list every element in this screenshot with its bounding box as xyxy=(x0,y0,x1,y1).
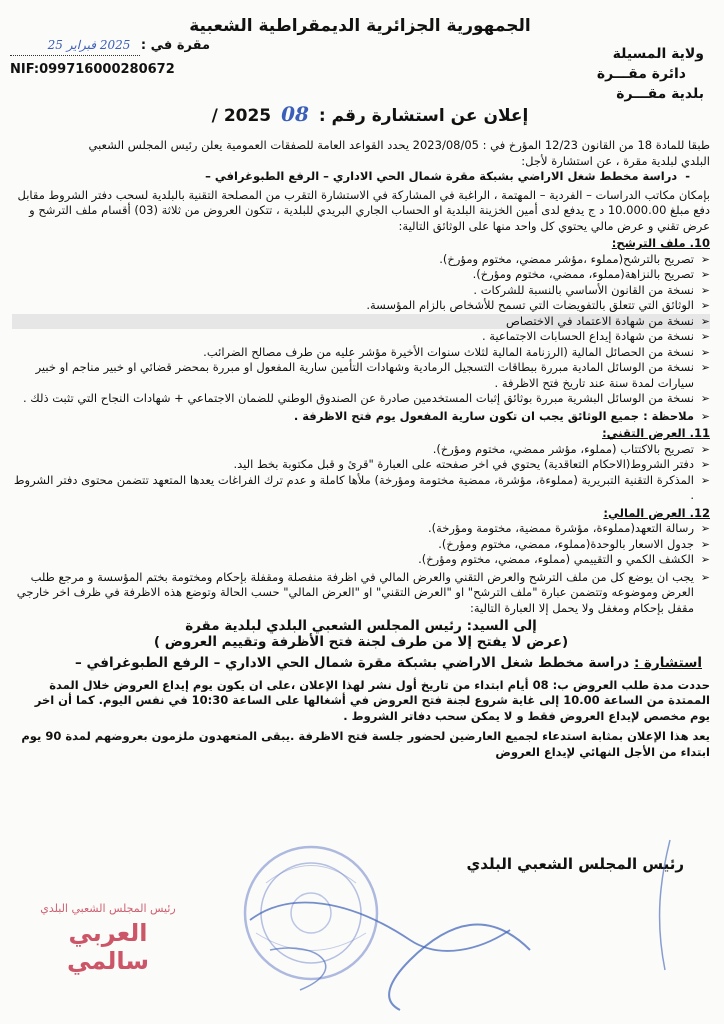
intro-line-1: طبقا للمادة 18 من القانون 12/23 المؤرخ في : 2023/08/05 يحدد القواعد العامة للصفقات العمومية يعلن رئيس المجلس الشعبي xyxy=(88,138,710,152)
object-text: دراسة مخطط شغل الاراضي بشبكة مقرة شمال الحي الاداري – الرفع الطبوغرافي – xyxy=(205,169,678,183)
daira-name: دائرة مقـــرة xyxy=(596,66,686,82)
intro-line-2: البلدي لبلدية مقرة ، عن استشارة لأجل: xyxy=(521,153,710,168)
invitation-paragraph: يعد هذا الإعلان بمثابة استدعاء لجميع العارضين لحضور جلسة فتح الاظرفة .يبقى المتعهدون ملزمون بعروضهم لمدة 90 يوم ابتداء من الأجل النهائي لإيداع العروض xyxy=(21,729,710,759)
list-item: ➢ المذكرة التقنية التبريرية (مملوءة، مؤشرة، ممضية مختومة ومؤرخة) ملأها كاملة و عدم ترك الفراغات يعدها المتعهد تتضمن محتوى دفتر الشروط . xyxy=(12,473,710,504)
list-item: ➢ تصريح بالترشح(مملوء ،مؤشر ممضي، مختوم ومؤرخ). xyxy=(12,252,710,268)
announcement-title xyxy=(180,102,560,126)
envelope-instructions: ➢ يجب ان يوضع كل من ملف الترشح والعرض التقني والعرض المالي في اظرفة منفصلة ومقفلة بإحكام ومختومة بختم المؤسسة و مرجع طلب العرض وموضوعه وتتضمن عبارة "ملف الترشح" او "العرض التقني" او "العرض المالي" حسب الحالة وتوضع هذه الاظرفة في ظرف اخر خارجي مقفل بإحكام ومغفل ولا يحمل إلا العبارة التالية: xyxy=(12,570,710,617)
announcement-number: 08 xyxy=(281,102,309,126)
republic-title: الجمهورية الجزائرية الديمقراطية الشعبية xyxy=(189,16,531,36)
list-item: ➢ دفتر الشروط(الاحكام التعاقدية) يحتوي في اخر صفحته على العبارة "قرئ و قبل مكتوبة بخط اليد. xyxy=(12,457,710,473)
list-item: ➢ نسخة من القانون الأساسي بالنسبة للشركات . xyxy=(12,283,710,299)
wilaya-name: ولاية المسيلة xyxy=(612,46,704,62)
list-item: ➢ نسخة من الوسائل المادية مبررة ببطاقات التسجيل الرمادية وشهادات التأمين سارية المفعول او مبررة بمحضر قضائي او خبير مناجم او خبير سيارات لمدة سنة عند تاريخ فتح الاظرفة . xyxy=(12,360,710,391)
financial-heading: 12. العرض المالي: xyxy=(603,505,710,520)
technical-list xyxy=(12,442,710,504)
announcement-year: 2025 / xyxy=(211,106,272,126)
stamp-name: العربي سالمي xyxy=(67,919,149,975)
list-item: ➢ جدول الاسعار بالوحدة(مملوء، ممضي، مختوم ومؤرخ). xyxy=(12,537,710,553)
consultation-subject-line xyxy=(12,656,710,672)
technical-heading: 11. العرض التقني: xyxy=(602,426,710,440)
envelope-warning: (عرض لا يفتح إلا من طرف لجنة فتح الأظرفة وتقييم العروض ) xyxy=(153,633,569,650)
list-item: ➢ تصريح بالاكتتاب (مملوء، مؤشر ممضي، مختوم ومؤرخ). xyxy=(12,442,710,458)
nif-number: NIF:099716000280672 xyxy=(10,62,175,77)
document-body xyxy=(12,138,710,760)
announcement-label: إعلان عن استشارة رقم : xyxy=(318,106,529,126)
list-item: ➢ نسخة من شهادة إيداع الحسابات الاجتماعية . xyxy=(12,329,710,345)
consultation-label: استشارة : xyxy=(633,655,702,671)
intro-paragraph: بإمكان مكاتب الدراسات – الفردية – المهتمة ، الراغبة في المشاركة في الاستشارة التقرب من المصلحة التقنية بالبلدية لسحب دفتر الشروط مقابل دفع مبلغ 10.000.00 د ج يدفع لدى أمين الخزينة البلدية او الحساب الجاري البريدي للبلدية ، تتكون العروض من ثلاثة (03) أقسام ملف الترشح و عرض تقني و عرض مالي يحتوي كل واحد منها على الوثائق التالية: xyxy=(17,187,710,233)
envelope-addressee: إلى السيد: رئيس المجلس الشعبي البلدي لبلدية مقرة xyxy=(185,618,537,634)
list-item: ➢ الكشف الكمي و التقييمي (مملوء، ممضي، مختوم ومؤرخ). xyxy=(12,552,710,568)
right-header xyxy=(544,44,704,104)
list-item: ➢ نسخة من الحصائل المالية (الرزنامة المالية لثلاث سنوات الأخيرة مؤشر عليه من طرف مصالح الضرائب. xyxy=(12,345,710,361)
object-line: - دراسة مخطط شغل الاراضي بشبكة مقرة شمال الحي الاداري – الرفع الطبوغرافي – xyxy=(205,169,690,183)
list-item: ➢ نسخة من الوسائل البشرية مبررة بوثائق إثبات المستخدمين صادرة عن الصندوق الوطني للضمان الاجتماعي + شهادات النجاح التي تثبت ذلك . xyxy=(12,391,710,407)
list-item: ➢ تصريح بالنزاهة(مملوء، ممضي، مختوم ومؤرخ). xyxy=(12,267,710,283)
date-dotted-line xyxy=(10,55,140,56)
handwritten-date: 2025 فبراير 25 xyxy=(47,38,131,52)
signature-title: رئيس المجلس الشعبي البلدي xyxy=(466,855,684,873)
consultation-subject: دراسة مخطط شغل الاراضي بشبكة مقرة شمال الحي الاداري – الرفع الطبوغرافي – xyxy=(75,655,630,671)
stamp-line-1: رئيس المجلس الشعبي البلدي xyxy=(40,902,176,915)
list-item: ➢ نسخة من شهادة الاعتماد في الاختصاص xyxy=(12,314,710,330)
candidature-list xyxy=(12,252,710,407)
candidature-heading: 10. ملف الترشح: xyxy=(611,236,710,250)
commune-name: بلدية مقـــرة xyxy=(616,86,704,102)
left-header xyxy=(10,38,210,77)
list-item: ➢ رسالة التعهد(مملوءة، مؤشرة ممضية، مختومة ومؤرخة). xyxy=(12,521,710,537)
candidature-note: ➢ ملاحظة : جميع الوثائق يجب ان تكون سارية المفعول يوم فتح الاظرفة . xyxy=(12,409,710,425)
place-date-label: مقرة في : xyxy=(140,38,210,53)
financial-list xyxy=(12,521,710,568)
handwritten-signature xyxy=(150,800,710,1020)
deadline-paragraph: حددت مدة طلب العروض ب: 08 أيام ابتداء من تاريخ أول نشر لهذا الإعلان ،على ان يكون يوم إيداع العروض خلال المدة الممتدة من الساعة 10.00 إلى غاية شروع لجنة فتح العروض في أشغالها على الساعة 10:30 في نفس اليوم. كما أن اخر يوم مخصص لإيداع العروض فقط و لا يمكن سحب دفاتر الشروط . xyxy=(34,677,710,723)
list-item: ➢ الوثائق التي تتعلق بالتفويضات التي تسمح للأشخاص بالزام المؤسسة. xyxy=(12,298,710,314)
